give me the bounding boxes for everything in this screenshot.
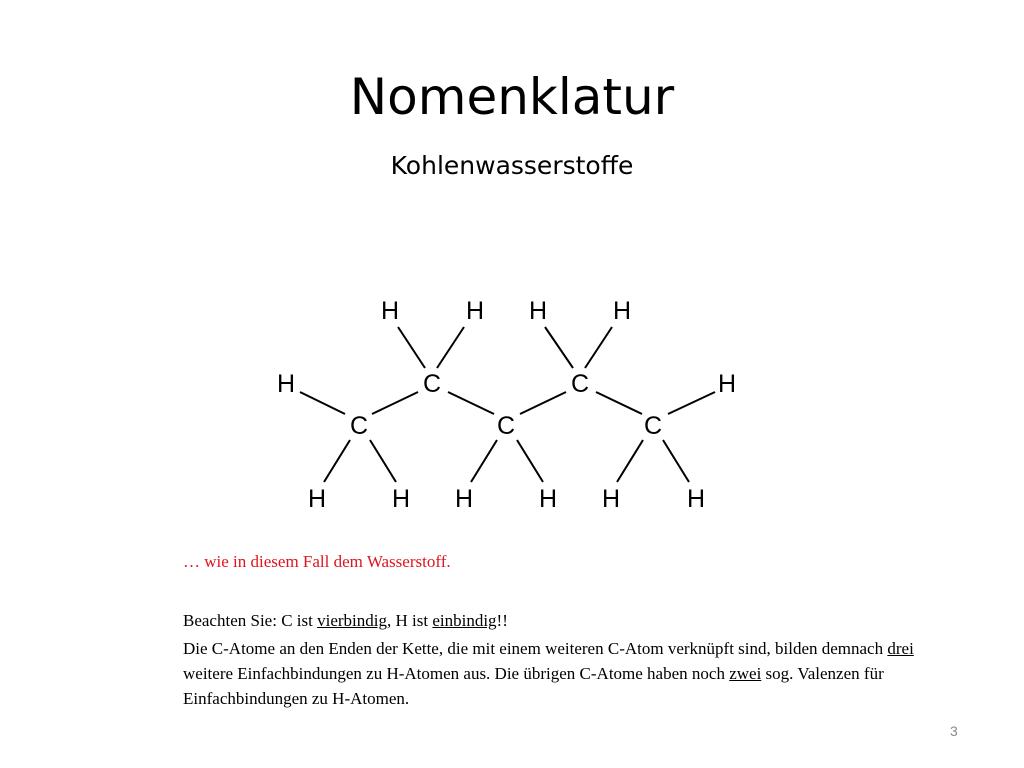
text-span: !! — [496, 611, 508, 630]
bond-h2-c2 — [398, 327, 425, 368]
atom-h-top-2: H — [465, 297, 485, 325]
bond-h3-c2 — [437, 327, 464, 368]
underlined-term: zwei — [729, 664, 762, 683]
bond-c4-c5 — [596, 392, 642, 414]
atom-c2: C — [422, 370, 442, 398]
bond-c5-h12 — [617, 440, 643, 482]
bond-c3-h11 — [517, 440, 543, 482]
bond-h1-c1 — [300, 392, 345, 414]
atom-h-bottom-6: H — [686, 485, 706, 513]
text-span: , H ist — [386, 611, 433, 630]
atom-h-bottom-1: H — [307, 485, 327, 513]
bond-c3-h10 — [471, 440, 497, 482]
atom-c3: C — [496, 412, 516, 440]
atom-h-bottom-2: H — [391, 485, 411, 513]
bond-h4-c4 — [545, 327, 573, 368]
bond-h5-c4 — [585, 327, 612, 368]
explanation-paragraph — [183, 636, 923, 711]
atom-h-bottom-5: H — [601, 485, 621, 513]
page-number: 3 — [950, 723, 958, 739]
bond-c1-h8 — [324, 440, 350, 482]
bond-c5-h14 — [668, 392, 715, 414]
underlined-term: einbindig — [432, 611, 497, 630]
atom-c4: C — [570, 370, 590, 398]
bond-c2-c3 — [448, 392, 494, 414]
atom-h-bottom-4: H — [538, 485, 558, 513]
atom-h-top-4: H — [612, 297, 632, 325]
slide-title: Nomenklatur — [349, 68, 675, 126]
valence-paragraph — [183, 608, 923, 633]
text-span: Beachten Sie: C ist — [183, 611, 318, 630]
atom-h-top-3: H — [528, 297, 548, 325]
atom-h-top-1: H — [380, 297, 400, 325]
text-span: Die C-Atome an den Enden der Kette, die mit einem weiteren C-Atom verknüpft sind, bilden demnach — [183, 639, 888, 658]
atoms — [277, 297, 736, 513]
atom-h-left: H — [276, 370, 296, 398]
bond-c5-h13 — [663, 440, 689, 482]
atom-c1: C — [349, 412, 369, 440]
underlined-term: drei — [887, 639, 914, 658]
note-text: … wie in diesem Fall dem Wasserstoff. — [183, 552, 451, 571]
bond-c1-h9 — [370, 440, 396, 482]
bonds — [300, 327, 715, 482]
bond-c1-c2 — [372, 392, 418, 414]
underlined-term: vierbindig — [317, 611, 387, 630]
slide-subtitle: Kohlenwasserstoffe — [390, 151, 634, 180]
atom-h-right: H — [717, 370, 737, 398]
bond-c3-c4 — [520, 392, 566, 414]
atom-c5: C — [643, 412, 663, 440]
text-span: sog. Valenzen für Einfachbindungen zu H-Atomen. — [183, 664, 884, 708]
atom-h-bottom-3: H — [454, 485, 474, 513]
text-span: weitere Einfachbindungen zu H-Atomen aus. Die übrigen C-Atome haben noch — [183, 664, 730, 683]
